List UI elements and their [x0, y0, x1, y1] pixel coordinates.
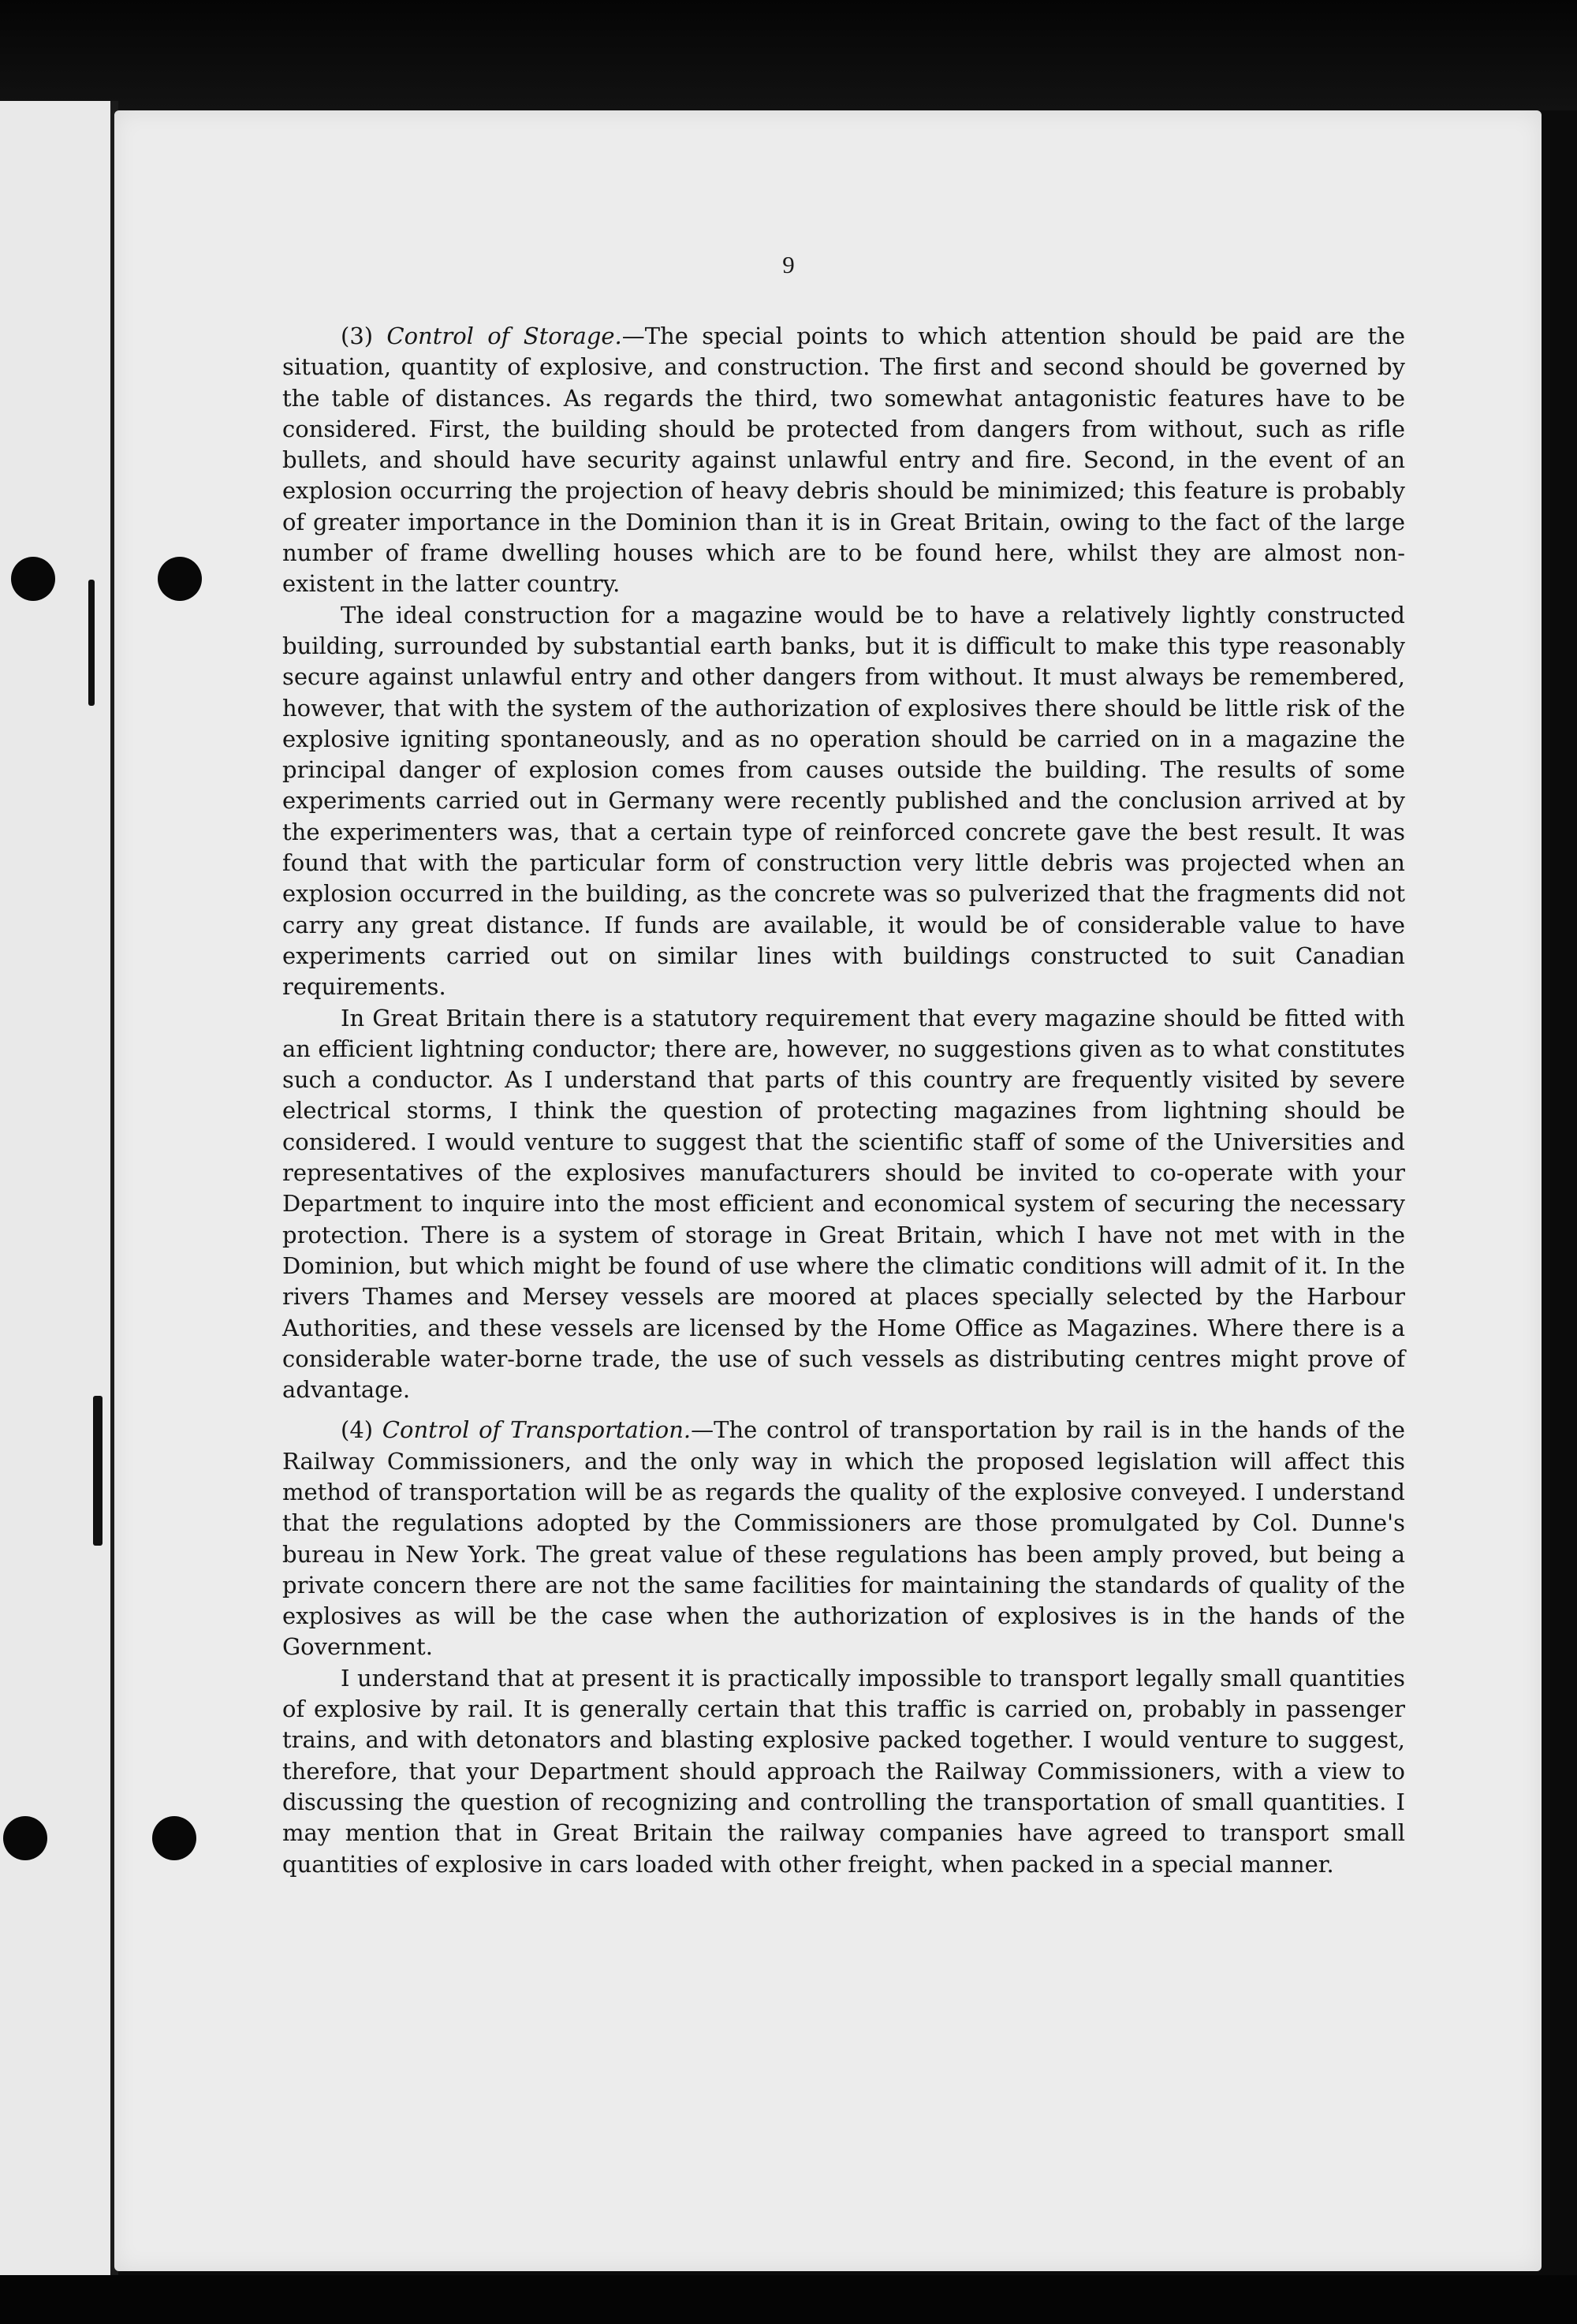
facing-page-edge — [0, 101, 118, 2277]
binding-mark — [88, 580, 95, 706]
paragraph: I understand that at present it is practically impossible to transport legally small quantities of explosive by rail. It is generally certain that this traffic is carried on, probably in passenger trains, and with detonators and blasting explosive packed together. I would venture to suggest, therefore, that your Department should approach the Railway Commissioners, with a view to discussing the question of recognizing and controlling the transportation of small quantities. I may mention that in Great Britain the railway companies have agreed to transport small quantities of explosive in cars loaded with other freight, when packed in a special manner. — [282, 1664, 1405, 1878]
binding-mark — [93, 1396, 103, 1546]
punch-hole-icon — [3, 1816, 47, 1860]
section-number: (4) — [341, 1416, 374, 1444]
section-heading: Control of Storage. — [386, 323, 622, 349]
paragraph — [282, 1415, 1405, 1662]
scan-bottom-border — [0, 2275, 1577, 2324]
punch-hole-icon — [11, 557, 55, 601]
paragraph: The ideal construction for a magazine would be to have a relatively lightly constructed building, surrounded by substantial earth banks, but it is difficult to make this type reasonably secure against unlawful entry and other dangers from without. It must always be remembered, however, that with the system of the authorization of explosives there should be little risk of the explosive igniting spontaneously, and as no operation should be carried on in a magazine the principal danger of explosion comes from causes outside the building. The results of some experiments carried out in Germany were recently published and the conclusion arrived at by the experimenters was, that a certain type of reinforced concrete gave the best result. It was found that with the particular form of construction very little debris was projected when an explosion occurred in the building, as the concrete was so pulverized that the fragments did not carry any great distance. If funds are available, it would be of considerable value to have experiments carried out on similar lines with buildings constructed to suit Canadian requirements. — [282, 601, 1405, 1001]
section-heading: Control of Transportation. — [382, 1416, 692, 1444]
page-number: 9 — [782, 251, 795, 278]
punch-hole-icon — [152, 1816, 196, 1860]
paragraph — [282, 321, 1405, 600]
paragraph: In Great Britain there is a statutory requirement that every magazine should be fitted with an efficient lightning conductor; there are, however, no suggestions given as to what constitutes such a conductor. As I understand that parts of this country are frequently visited by severe electrical storms, I think the question of protecting magazines from lightning should be considered. I would venture to suggest that the scientific staff of some of the Universities and representatives of the explosives manufacturers should be invited to co-operate with your Department to inquire into the most efficient and economical system of securing the necessary protection. There is a system of storage in Great Britain, which I have not met with in the Dominion, but which might be found of use where the climatic conditions will admit of it. In the rivers Thames and Mersey vessels are moored at places specially selected by the Harbour Authorities, and these vessels are licensed by the Home Office as Magazines. Where there is a considerable water-borne trade, the use of such vessels as distributing centres might prove of advantage. — [282, 1004, 1405, 1404]
scan-top-border — [0, 0, 1577, 110]
paragraph-text: —The special points to which attention should be paid are the situation, quantity of explosive, and construction. The first and second should be governed by the table of distances. As regards the third, two somewhat antagonistic features have to be considered. First, the building should be protected from dangers from without, such as rifle bullets, and should have security against unlawful entry and fire. Second, in the event of an explosion occurring the projection of heavy debris should be minimized; this feature is probably of greater importance in the Dominion than it is in Great Britain, owing to the fact of the large number of frame dwelling houses which are to be found here, whilst they are almost non-existent in the latter country. — [282, 323, 1405, 598]
paragraph-text: —The control of transportation by rail is in the hands of the Railway Commissioners, and the only way in which the proposed legislation will affect this method of transportation will be as regards the quality of the explosive conveyed. I understand that the regulations adopted by the Commissioners are those promulgated by Col. Dunne's bureau in New York. The great value of these regulations has been amply proved, but being a private concern there are not the same facilities for maintaining the standards of quality of the explosives as will be the case when the authorization of explosives is in the hands of the Government. — [282, 1416, 1406, 1661]
punch-hole-icon — [158, 557, 202, 601]
section-number: (3) — [341, 323, 374, 349]
body-text — [282, 321, 1405, 1880]
